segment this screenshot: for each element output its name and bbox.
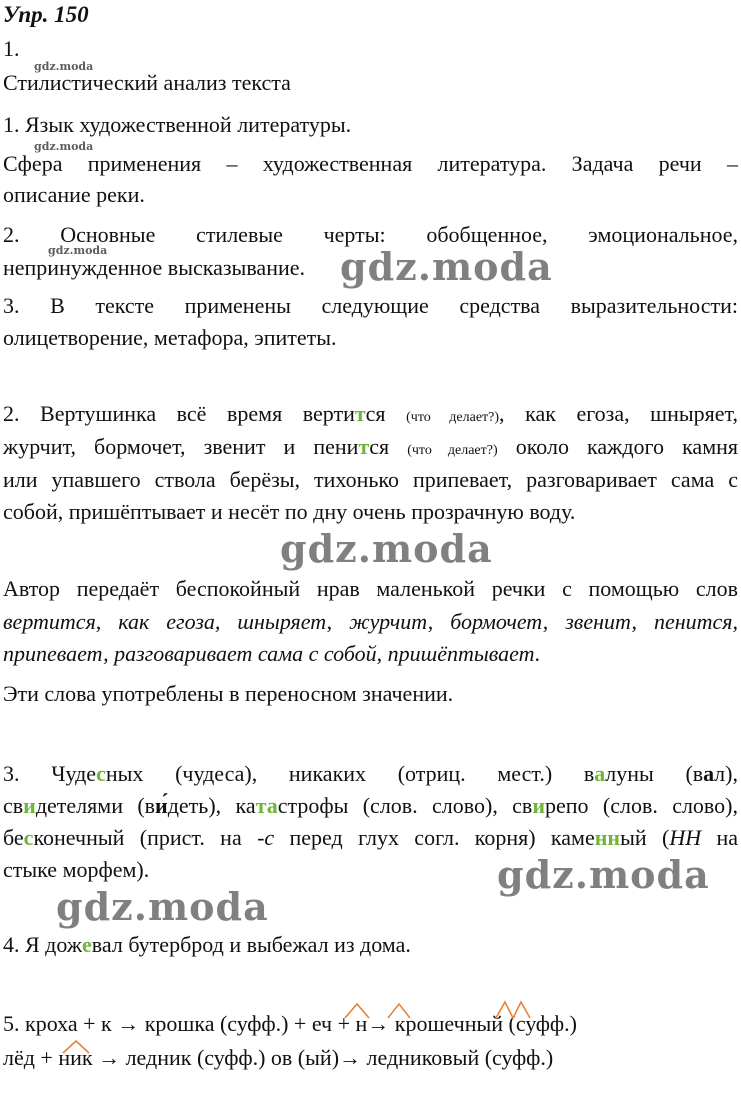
watermark-small: gdz.moda [34, 60, 94, 73]
part3-line2: свидетелями (ви́деть), катастрофы (слов. слово), свирепо (слов. слово), [3, 793, 738, 818]
part2-line3: или упавшего ствола берёзы, тихонько припевает, разговаривает сама с [3, 467, 738, 492]
part1-sphere-line1: Сфера применения – художественная литература. Задача речи – [3, 151, 738, 176]
part2-italic-line2: припевает, разговаривает сама с собой, пришёптывает. [3, 641, 541, 666]
part4-line1: 4. Я дожевал бутерброд и выбежал из дома. [3, 932, 411, 957]
part2-line1: 2. Вертушинка всё время вертится (что делает?), как егоза, шныряет, [3, 401, 739, 426]
part3-line3: бесконечный (прист. на -с перед глух согл. корня) каменный (НН на [3, 825, 739, 850]
watermark-large: gdz.moda [56, 884, 269, 929]
watermark-large: gdz.moda [340, 244, 553, 289]
part1-number: 1. [3, 36, 20, 61]
part5-line1: 5. кроха + к → крошка (суфф.) + еч + н→ крошечный (суфф.) [3, 1011, 577, 1036]
part2-conclusion: Эти слова употреблены в переносном значении. [3, 681, 454, 706]
part3-line1: 3. Чудесных (чудеса), никаких (отриц. мест.) валуны (вал), [3, 761, 738, 786]
part1-item2-line1: 2. Основные стилевые черты: обобщенное, эмоциональное, [3, 222, 738, 247]
part2-author-line: Автор передаёт беспокойный нрав маленькой речки с помощью слов [3, 576, 738, 601]
part1-item3-line1: 3. В тексте применены следующие средства выразительности: [3, 293, 738, 318]
part2-line2: журчит, бормочет, звенит и пенится (что делает?) около каждого камня [3, 434, 739, 459]
part2-line4: собой, пришёптывает и несёт по дну очень прозрачную воду. [3, 499, 576, 524]
watermark-large: gdz.moda [280, 526, 493, 571]
exercise-title: Упр. 150 [3, 2, 89, 27]
part2-italic-line1: вертится, как егоза, шныряет, журчит, бормочет, звенит, пенится, [3, 609, 738, 634]
part5-line2: лёд + ник → ледник (суфф.) ов (ый)→ ледниковый (суфф.) [3, 1045, 554, 1070]
watermark-small: gdz.moda [34, 140, 94, 153]
watermark-small: gdz.moda [48, 244, 108, 257]
part1-item3-line2: олицетворение, метафора, эпитеты. [3, 325, 337, 350]
part1-item1: 1. Язык художественной литературы. [3, 112, 352, 137]
part3-line4: стыке морфем). [3, 857, 150, 882]
part1-item2-line2: непринужденное высказывание. [3, 255, 306, 280]
part1-heading: Стилистический анализ текста [3, 70, 291, 95]
part1-sphere-line2: описание реки. [3, 182, 145, 207]
watermark-large: gdz.moda [497, 852, 710, 897]
